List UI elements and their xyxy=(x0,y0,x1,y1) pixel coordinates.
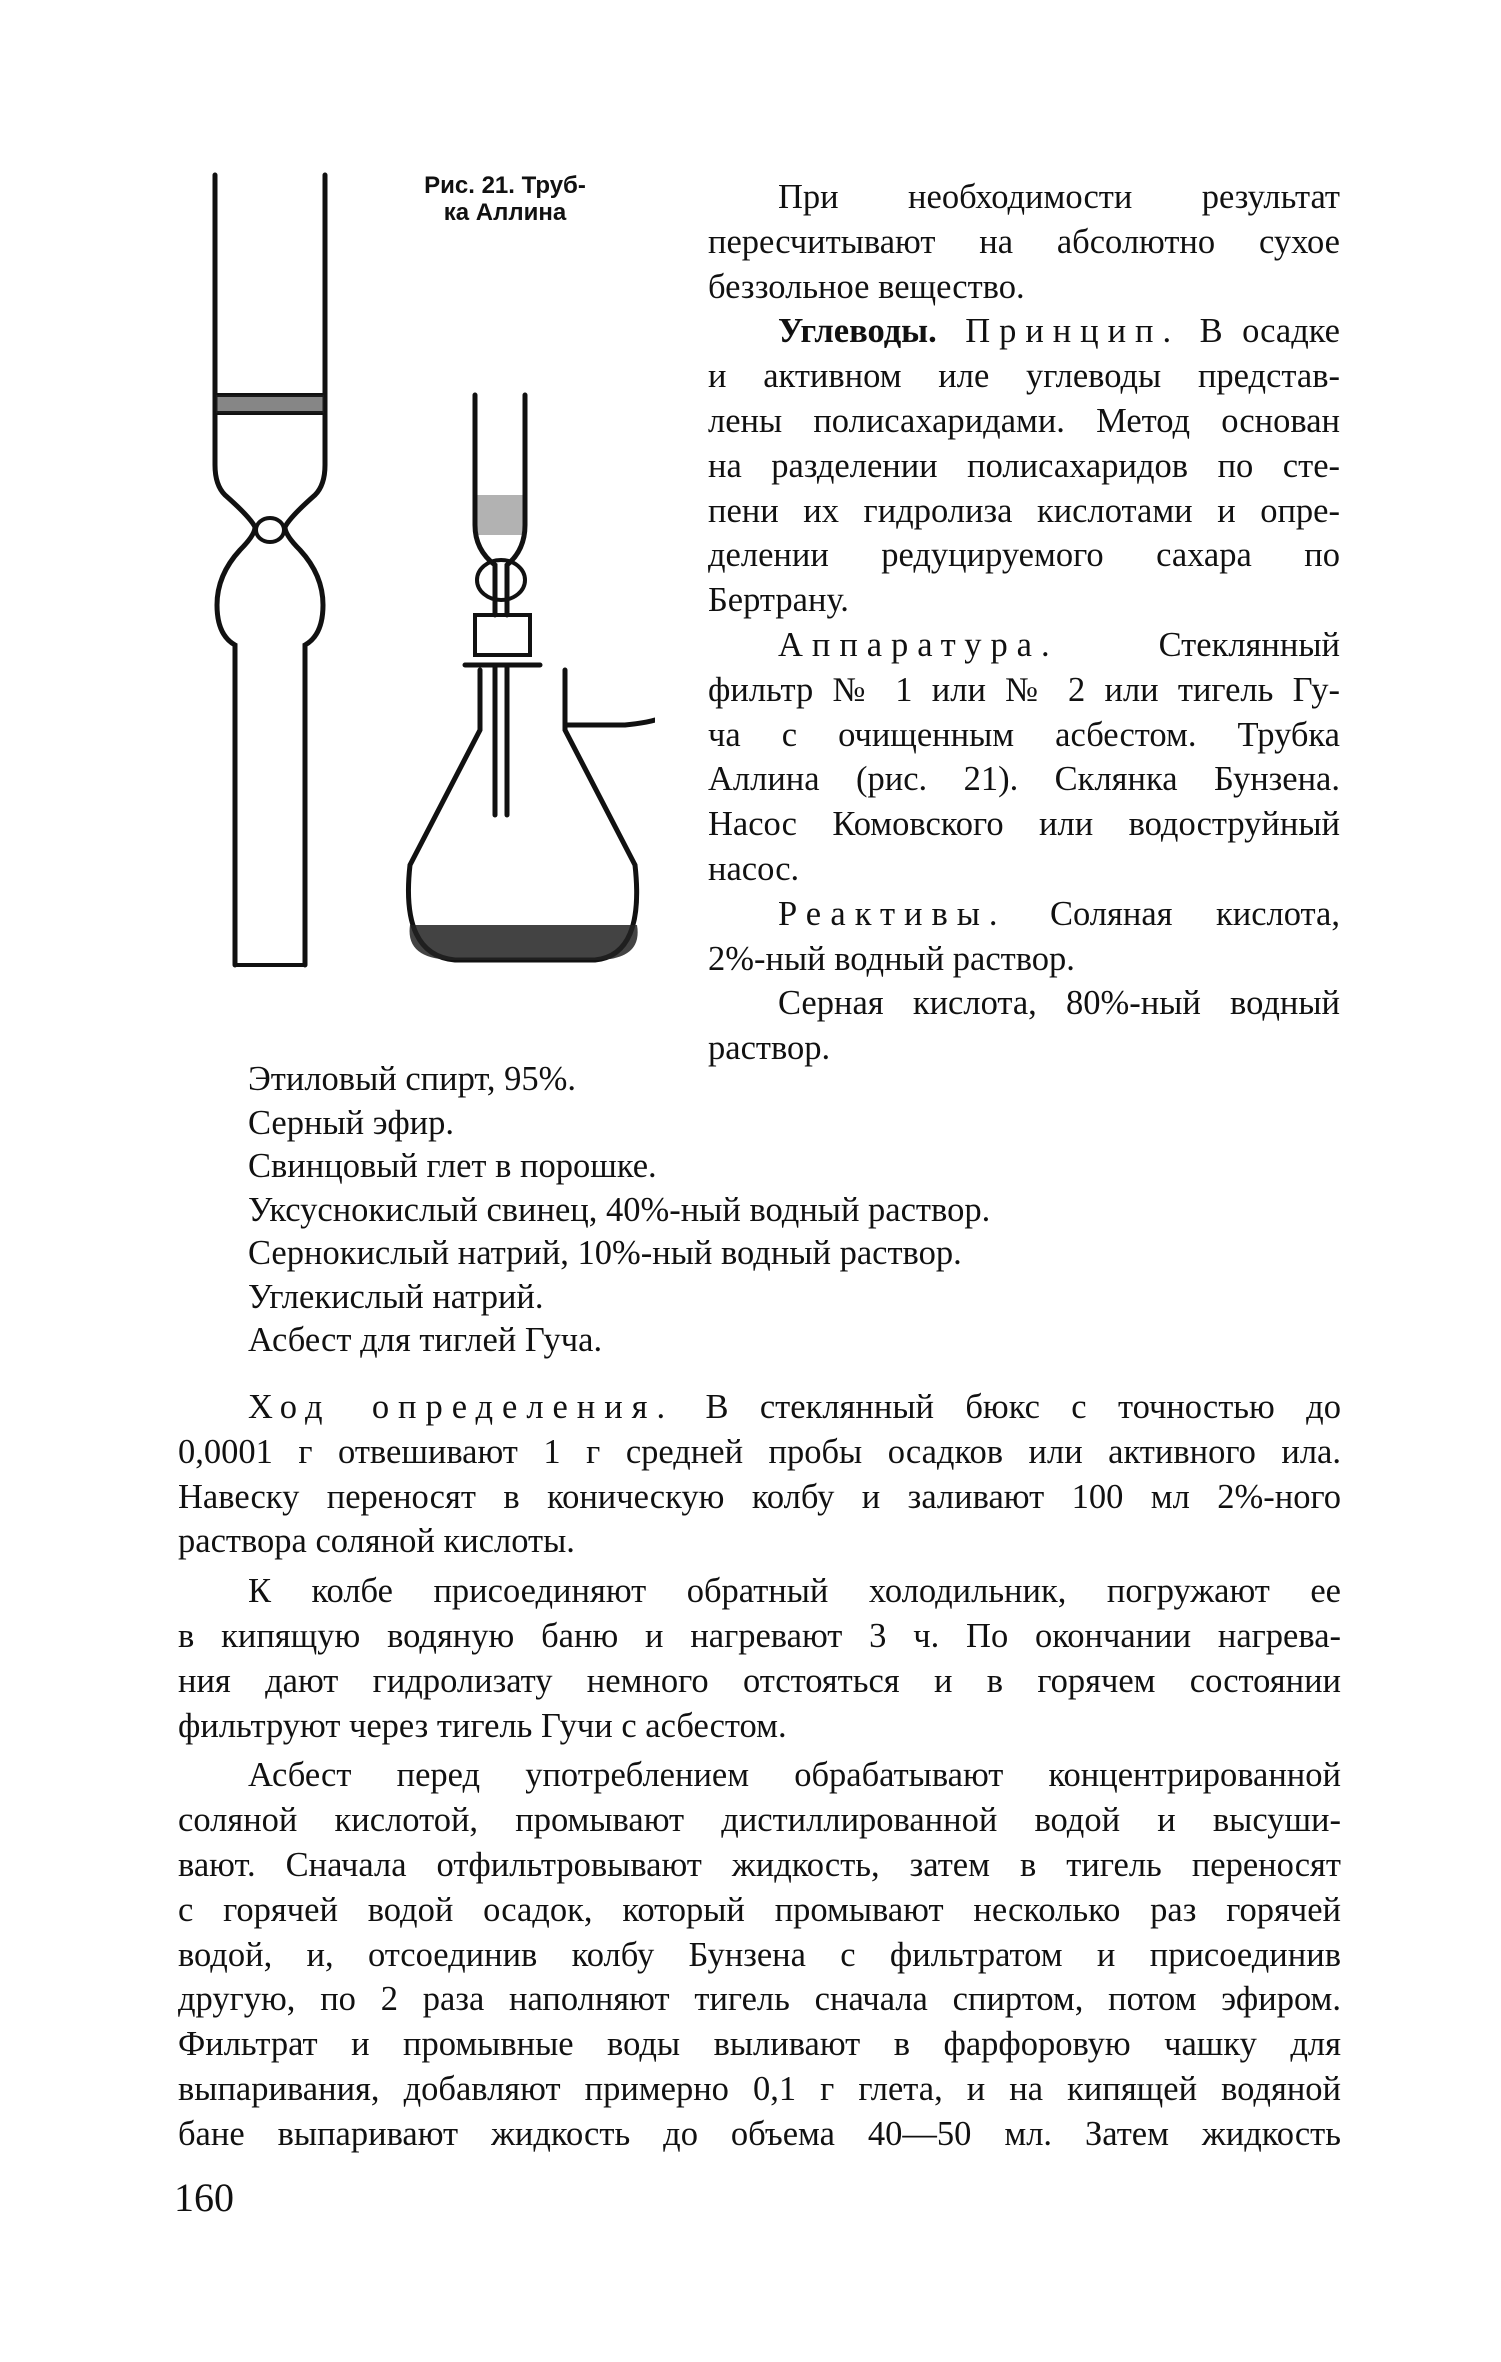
text-line: водой, и, отсоединив колбу Бунзена с фильтратом и присоединив xyxy=(178,1935,1341,1974)
text-line: выпаривания, добавляют примерно 0,1 г глета, и на кипящей водяной xyxy=(178,2069,1341,2108)
reagent-item: Серный эфир. xyxy=(248,1103,455,1142)
figure-caption xyxy=(395,172,615,226)
allin-tube-figure xyxy=(195,165,655,985)
page-number: 160 xyxy=(174,2175,234,2220)
reagents-heading-line: Реактивы. Соляная кислота, xyxy=(778,894,1340,933)
reagent-item: Асбест для тиглей Гуча. xyxy=(248,1321,603,1359)
text-line: делении редуцируемого сахара по xyxy=(708,536,1340,575)
lead-term: Углеводы. xyxy=(778,312,937,351)
text-line: Асбест перед употреблением обрабатывают концентрированной xyxy=(248,1756,1341,1795)
text-line: При необходимости результат xyxy=(778,178,1340,216)
text-line: лены полисахаридами. Метод основан xyxy=(708,401,1340,440)
procedure-heading-line: Ход определения. В стеклянный бюкс с точностью до xyxy=(248,1388,1341,1426)
text-line: Насос Комовского или водоструйный xyxy=(708,805,1340,844)
text-line: Серная кислота, 80%-ный водный xyxy=(778,984,1340,1023)
text-line: бане выпаривают жидкость до объема 40—50 мл. Затем жидкость xyxy=(178,2114,1341,2153)
text-line: фильтр № 1 или № 2 или тигель Гу- xyxy=(708,670,1340,709)
text-line: и активном иле углеводы представ- xyxy=(708,357,1340,396)
text-line: Навеску переносят в коническую колбу и заливают 100 мл 2%-ного xyxy=(178,1477,1341,1516)
text-line: раствора соляной кислоты. xyxy=(178,1522,575,1561)
text-line: раствор. xyxy=(708,1029,831,1068)
figure-caption-line-2: ка Аллина xyxy=(443,199,567,226)
lead-term: Реактивы. xyxy=(778,894,1007,933)
lead-term: Принцип. xyxy=(936,312,1181,351)
text-line: ча с очищенным асбестом. Трубка xyxy=(708,715,1340,754)
text-line: 0,0001 г отвешивают 1 г средней пробы осадков или активного ила. xyxy=(178,1432,1341,1471)
apparatus-heading-line: Аппаратура. Стеклянный xyxy=(778,625,1340,664)
text-line: с горячей водой осадок, который промывают несколько раз горячей xyxy=(178,1890,1341,1929)
text-line: в кипящую водяную баню и нагревают 3 ч. По окончании нагрева- xyxy=(178,1616,1341,1655)
text-line: вают. Сначала отфильтровывают жидкость, затем в тигель переносят xyxy=(178,1845,1341,1884)
right-column-text xyxy=(708,175,1340,1071)
reagent-item: Уксуснокислый свинец, 40%-ный водный раствор. xyxy=(248,1190,991,1229)
reagent-item: Этиловый спирт, 95%. xyxy=(248,1060,576,1098)
text-line: пересчитывают на абсолютно сухое xyxy=(708,222,1340,261)
text-line: другую, по 2 раза наполняют тигель сначала спиртом, потом эфиром. xyxy=(178,1980,1341,2019)
text-line: насос. xyxy=(708,849,800,888)
figure-caption-line-1: Рис. 21. Труб- xyxy=(424,172,586,199)
lead-term: Аппаратура. xyxy=(778,625,1059,664)
text-line: пени их гидролиза кислотами и опре- xyxy=(708,491,1340,530)
procedure-text xyxy=(178,1385,1341,2157)
text-line: Аллина (рис. 21). Склянка Бунзена. xyxy=(708,760,1340,799)
text-line: ния дают гидролизату немного отстояться и в горячем состоянии xyxy=(178,1661,1341,1700)
text-line: 2%-ный водный раствор. xyxy=(708,939,1075,978)
text-line: Бертрану. xyxy=(708,581,849,620)
reagent-item: Свинцовый глет в порошке. xyxy=(248,1147,657,1185)
text-line: соляной кислотой, промывают дистиллированной водой и высуши- xyxy=(178,1801,1341,1840)
text-line: фильтруют через тигель Гучи с асбестом. xyxy=(178,1706,787,1745)
lead-term: Ход определения. xyxy=(248,1388,675,1426)
text-line: беззольное вещество. xyxy=(708,267,1025,306)
reagent-item: Углекислый натрий. xyxy=(248,1277,544,1316)
reagent-list xyxy=(248,1058,1148,1363)
text-line: Фильтрат и промывные воды выливают в фарфоровую чашку для xyxy=(178,2025,1341,2064)
text-line: на разделении полисахаридов по сте- xyxy=(708,446,1340,485)
text-line: К колбе присоединяют обратный холодильник, погружают ее xyxy=(248,1572,1341,1611)
reagent-item: Сернокислый натрий, 10%-ный водный раствор. xyxy=(248,1234,962,1272)
section-heading-carbohydrates: Углеводы. Принцип. В осадке xyxy=(778,312,1340,351)
